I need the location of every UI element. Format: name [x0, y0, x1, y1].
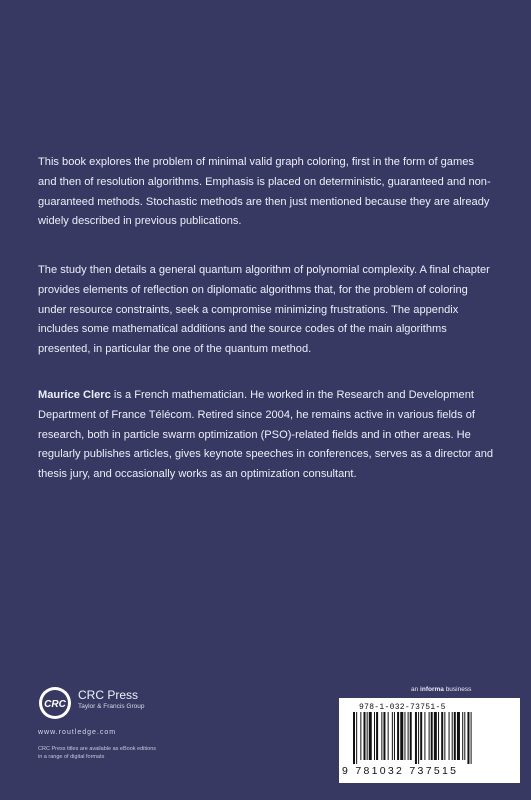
- author-bio: [38, 386, 494, 485]
- barcode-bar: [454, 712, 456, 760]
- barcode-bar: [462, 712, 463, 760]
- barcode-bar: [369, 712, 372, 760]
- crc-logo-text: CRC: [44, 699, 66, 710]
- barcode-bar: [392, 712, 393, 760]
- barcode-bar: [410, 712, 412, 760]
- barcode-bar: [394, 712, 395, 760]
- barcode-bar: [388, 712, 389, 760]
- barcode-bar: [452, 712, 453, 760]
- barcode-bar: [374, 712, 375, 760]
- barcode-bar: [420, 712, 422, 760]
- barcode-bar: [457, 712, 460, 760]
- barcode-bar: [381, 712, 382, 760]
- barcode-bar: [434, 712, 437, 760]
- isbn-bottom: 9 781032 737515: [342, 765, 459, 777]
- isbn-top: 978-1-032-73751-5: [359, 703, 446, 712]
- publisher-website[interactable]: www.routledge.com: [38, 729, 117, 736]
- barcode-bar: [418, 712, 419, 764]
- barcode-bar: [404, 712, 405, 760]
- barcode-bar: [397, 712, 399, 760]
- informa-prefix: an: [411, 686, 421, 693]
- barcode-bar: [408, 712, 409, 760]
- barcode-bar: [364, 712, 366, 760]
- barcode-bar: [400, 712, 403, 760]
- barcode-bar: [353, 712, 355, 764]
- barcode-bar: [360, 712, 361, 760]
- barcode-box: [339, 698, 520, 783]
- author-name: Maurice Clerc: [38, 389, 111, 401]
- barcode-bar: [438, 712, 439, 760]
- barcode-bar: [356, 712, 357, 764]
- informa-business-tag: [411, 686, 471, 693]
- barcode-bar: [467, 712, 469, 764]
- barcode-bar: [441, 712, 443, 760]
- crc-logo-icon: [38, 686, 72, 720]
- barcode-bar: [449, 712, 450, 760]
- barcode-bar: [415, 712, 417, 764]
- barcode-bar: [367, 712, 368, 760]
- barcode-bar: [431, 712, 433, 760]
- barcode-bar: [383, 712, 385, 760]
- description-paragraph-2: The study then details a general quantum algorithm of polynomial complexity. A final chapter provides elements of reflection on diplomatic algorithms that, for the problem of coloring under resource constraints, seek a compromise minimizing frustrations. The appendix includes some mathematical additions and the source codes of the main algorithms presented, in particular the one of the quantum method.: [38, 264, 490, 356]
- barcode-bar: [424, 712, 425, 760]
- author-bio-text: is a French mathematician. He worked in the Research and Development Department of France Télécom. Retired since 2004, he remains active in various fields of research, both in particle swarm optimization (PSO)-related fields and in other areas. He regularly publishes articles, gives keynote speeches in conferences, serves as a director and thesis jury, and occasionally works as an optimization consultant.: [38, 389, 494, 481]
- barcode-icon: [349, 712, 514, 764]
- informa-brand: informa: [420, 686, 444, 693]
- barcode-bar: [444, 712, 445, 760]
- barcode-bar: [376, 712, 378, 760]
- barcode-bar: [471, 712, 472, 764]
- publisher-name: CRC Press: [78, 688, 139, 702]
- description-paragraph-1: This book explores the problem of minimal valid graph coloring, first in the form of games and then of resolution algorithms. Emphasis is placed on deterministic, guaranteed and non-guaranteed methods. Stochastic methods are then just mentioned because they are already widely described in previous publications.: [38, 156, 491, 228]
- barcode-bar: [429, 712, 430, 760]
- barcode-bar: [464, 712, 465, 760]
- informa-suffix: business: [443, 686, 472, 693]
- ebook-note: CRC Press titles are available as eBook editions in a range of digital formats: [38, 746, 157, 760]
- publisher-group: Taylor & Francis Group: [78, 703, 145, 710]
